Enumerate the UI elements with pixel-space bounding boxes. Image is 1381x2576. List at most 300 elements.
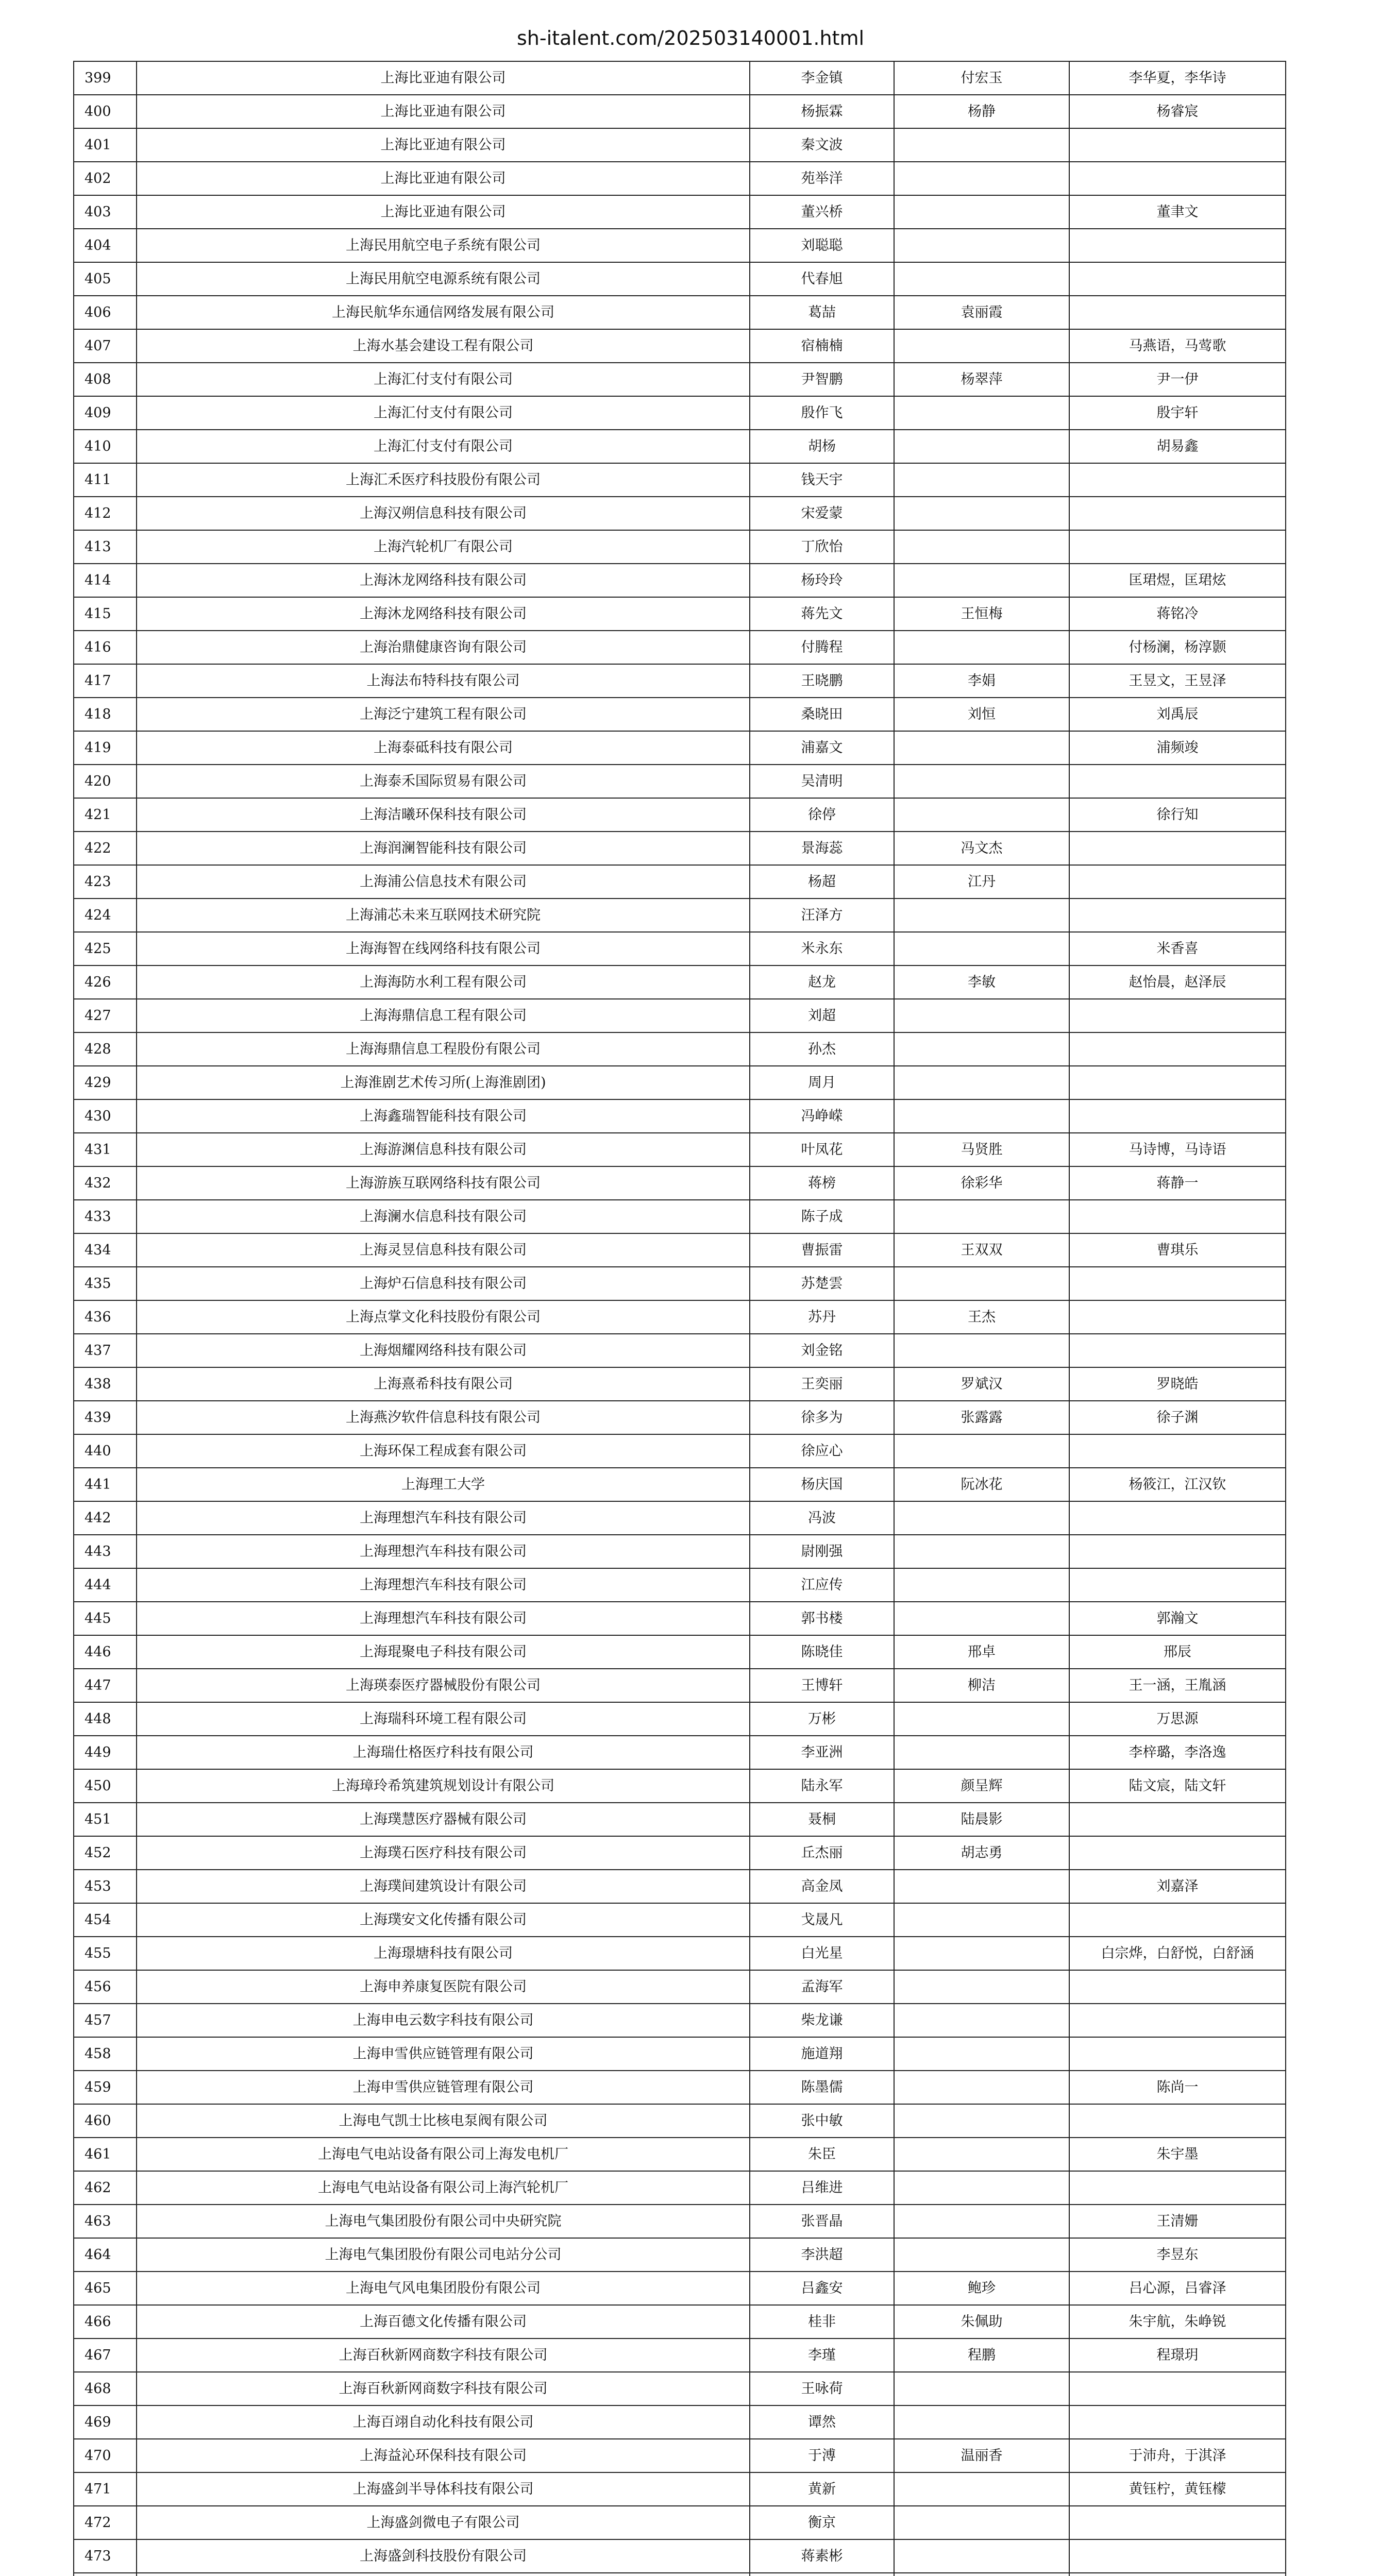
spouse-name-cell xyxy=(894,1535,1069,1568)
row-number-cell: 410 xyxy=(74,430,137,463)
company-name-cell: 上海泰砥科技有限公司 xyxy=(137,731,750,765)
applicant-name-cell: 徐多为 xyxy=(750,1401,894,1434)
children-names-cell: 赵怡晨，赵泽辰 xyxy=(1069,965,1286,999)
applicant-name-cell: 吕鑫安 xyxy=(750,2272,894,2305)
company-name-cell: 上海炉石信息科技有限公司 xyxy=(137,1267,750,1300)
children-names-cell: 曹琪乐 xyxy=(1069,1233,1286,1267)
children-names-cell xyxy=(1069,1501,1286,1535)
company-name-cell: 上海治鼎健康咨询有限公司 xyxy=(137,631,750,664)
table-row xyxy=(74,2539,1286,2573)
table-row xyxy=(74,2506,1286,2539)
table-row xyxy=(74,664,1286,698)
table-row xyxy=(74,1702,1286,1736)
table-row xyxy=(74,2573,1286,2576)
row-number-cell: 472 xyxy=(74,2506,137,2539)
table-row xyxy=(74,865,1286,899)
row-number-cell: 423 xyxy=(74,865,137,899)
table-row xyxy=(74,1736,1286,1769)
company-name-cell: 上海沐龙网络科技有限公司 xyxy=(137,564,750,597)
spouse-name-cell: 李敏 xyxy=(894,965,1069,999)
table-row xyxy=(74,1032,1286,1066)
children-names-cell: 王清姗 xyxy=(1069,2205,1286,2238)
applicant-name-cell: 尹智鹏 xyxy=(750,363,894,396)
company-name-cell: 上海申雪供应链管理有限公司 xyxy=(137,2071,750,2104)
spouse-name-cell xyxy=(894,1099,1069,1133)
company-name-cell: 上海民用航空电子系统有限公司 xyxy=(137,229,750,262)
table-row xyxy=(74,999,1286,1032)
spouse-name-cell xyxy=(894,2506,1069,2539)
children-names-cell: 蒋铭冷 xyxy=(1069,597,1286,631)
table-row xyxy=(74,262,1286,296)
children-names-cell xyxy=(1069,1334,1286,1367)
applicant-name-cell: 江应传 xyxy=(750,1568,894,1602)
table-row xyxy=(74,329,1286,363)
company-name-cell: 上海熹希科技有限公司 xyxy=(137,1367,750,1401)
company-name-cell: 上海海鼎信息工程股份有限公司 xyxy=(137,1032,750,1066)
company-name-cell: 上海百秋新网商数字科技有限公司 xyxy=(137,2372,750,2405)
row-number-cell: 467 xyxy=(74,2338,137,2372)
children-names-cell xyxy=(1069,2372,1286,2405)
table-row xyxy=(74,2439,1286,2472)
table-row xyxy=(74,2238,1286,2272)
applicant-name-cell: 于溥 xyxy=(750,2439,894,2472)
row-number-cell: 458 xyxy=(74,2037,137,2071)
spouse-name-cell xyxy=(894,1602,1069,1635)
applicant-name-cell: 尉刚强 xyxy=(750,1535,894,1568)
table-row xyxy=(74,698,1286,731)
children-names-cell xyxy=(1069,530,1286,564)
spouse-name-cell xyxy=(894,128,1069,162)
applicant-name-cell: 黄新 xyxy=(750,2472,894,2506)
spouse-name-cell: 温丽香 xyxy=(894,2439,1069,2472)
company-name-cell: 上海环保工程成套有限公司 xyxy=(137,1434,750,1468)
children-names-cell xyxy=(1069,463,1286,497)
row-number-cell: 408 xyxy=(74,363,137,396)
row-number-cell: 422 xyxy=(74,832,137,865)
row-number-cell: 403 xyxy=(74,195,137,229)
row-number-cell: 448 xyxy=(74,1702,137,1736)
applicant-name-cell: 李洪超 xyxy=(750,2238,894,2272)
page-url-header: sh-italent.com/202503140001.html xyxy=(516,27,865,49)
row-number-cell: 455 xyxy=(74,1937,137,1970)
company-name-cell: 上海电气风电集团股份有限公司 xyxy=(137,2272,750,2305)
applicant-name-cell: 刘超 xyxy=(750,999,894,1032)
company-name-cell: 上海游渊信息科技有限公司 xyxy=(137,1133,750,1166)
company-name-cell: 上海电气电站设备有限公司上海发电机厂 xyxy=(137,2138,750,2171)
children-names-cell xyxy=(1069,865,1286,899)
spouse-name-cell: 冯文杰 xyxy=(894,832,1069,865)
table-row xyxy=(74,2338,1286,2372)
row-number-cell: 462 xyxy=(74,2171,137,2205)
spouse-name-cell xyxy=(894,2372,1069,2405)
applicant-name-cell: 桑晓田 xyxy=(750,698,894,731)
company-name-cell: 上海瑞仕格医疗科技有限公司 xyxy=(137,1736,750,1769)
children-names-cell xyxy=(1069,2171,1286,2205)
row-number-cell: 401 xyxy=(74,128,137,162)
applicant-name-cell: 曹振雷 xyxy=(750,1233,894,1267)
spouse-name-cell xyxy=(894,1434,1069,1468)
table-row xyxy=(74,1870,1286,1903)
spouse-name-cell: 胡志勇 xyxy=(894,1836,1069,1870)
applicant-name-cell xyxy=(750,2573,894,2576)
row-number-cell: 431 xyxy=(74,1133,137,1166)
children-names-cell xyxy=(1069,1099,1286,1133)
table-row xyxy=(74,1937,1286,1970)
children-names-cell: 杨筱江，江汉钦 xyxy=(1069,1468,1286,1501)
applicant-name-cell: 施道翔 xyxy=(750,2037,894,2071)
row-number-cell: 437 xyxy=(74,1334,137,1367)
row-number-cell: 438 xyxy=(74,1367,137,1401)
children-names-cell: 李梓璐，李洛逸 xyxy=(1069,1736,1286,1769)
children-names-cell xyxy=(1069,899,1286,932)
spouse-name-cell xyxy=(894,1903,1069,1937)
children-names-cell: 王一涵，王胤涵 xyxy=(1069,1669,1286,1702)
children-names-cell: 陆文宸，陆文轩 xyxy=(1069,1769,1286,1803)
spouse-name-cell xyxy=(894,2472,1069,2506)
table-row xyxy=(74,1468,1286,1501)
company-name-cell: 上海游族互联网络科技有限公司 xyxy=(137,1166,750,1200)
company-name-cell: 上海燕汐软件信息科技有限公司 xyxy=(137,1401,750,1434)
children-names-cell: 黄钰柠，黄钰檬 xyxy=(1069,2472,1286,2506)
company-name-cell: 上海盛剑科技股份有限公司 xyxy=(137,2539,750,2573)
row-number-cell: 428 xyxy=(74,1032,137,1066)
company-name-cell: 上海瑛泰医疗器械股份有限公司 xyxy=(137,1669,750,1702)
spouse-name-cell: 杨静 xyxy=(894,95,1069,128)
company-name-cell: 上海比亚迪有限公司 xyxy=(137,128,750,162)
table-row xyxy=(74,162,1286,195)
company-name-cell: 上海比亚迪有限公司 xyxy=(137,61,750,95)
row-number-cell: 416 xyxy=(74,631,137,664)
spouse-name-cell xyxy=(894,731,1069,765)
table-row xyxy=(74,564,1286,597)
row-number-cell: 470 xyxy=(74,2439,137,2472)
children-names-cell: 马燕语，马莺歌 xyxy=(1069,329,1286,363)
children-names-cell: 尹一伊 xyxy=(1069,363,1286,396)
company-name-cell: 上海百翊自动化科技有限公司 xyxy=(137,2405,750,2439)
applicant-name-cell: 孙杰 xyxy=(750,1032,894,1066)
table-row xyxy=(74,1233,1286,1267)
applicant-name-cell: 蒋先文 xyxy=(750,597,894,631)
row-number-cell: 419 xyxy=(74,731,137,765)
spouse-name-cell: 朱佩助 xyxy=(894,2305,1069,2338)
spouse-name-cell: 李娟 xyxy=(894,664,1069,698)
spouse-name-cell xyxy=(894,463,1069,497)
company-name-cell: 上海汇付支付有限公司 xyxy=(137,363,750,396)
row-number-cell: 471 xyxy=(74,2472,137,2506)
children-names-cell: 徐行知 xyxy=(1069,798,1286,832)
company-name-cell: 上海汉朔信息科技有限公司 xyxy=(137,497,750,530)
applicant-name-cell: 张中敏 xyxy=(750,2104,894,2138)
table-row xyxy=(74,229,1286,262)
children-names-cell xyxy=(1069,1200,1286,1233)
table-row xyxy=(74,463,1286,497)
children-names-cell xyxy=(1069,2104,1286,2138)
spouse-name-cell: 程鹏 xyxy=(894,2338,1069,2372)
children-names-cell: 朱宇航，朱峥锐 xyxy=(1069,2305,1286,2338)
applicant-name-cell: 朱臣 xyxy=(750,2138,894,2171)
children-names-cell: 王昱文，王昱泽 xyxy=(1069,664,1286,698)
table-row xyxy=(74,1836,1286,1870)
applicant-name-cell: 杨振霖 xyxy=(750,95,894,128)
children-names-cell: 李昱东 xyxy=(1069,2238,1286,2272)
children-names-cell xyxy=(1069,1903,1286,1937)
table-row xyxy=(74,1501,1286,1535)
applicant-name-cell: 衡京 xyxy=(750,2506,894,2539)
spouse-name-cell xyxy=(894,2205,1069,2238)
table-row xyxy=(74,95,1286,128)
spouse-name-cell xyxy=(894,2573,1069,2576)
spouse-name-cell xyxy=(894,932,1069,965)
row-number-cell xyxy=(74,2573,137,2576)
spouse-name-cell: 鲍珍 xyxy=(894,2272,1069,2305)
row-number-cell: 468 xyxy=(74,2372,137,2405)
applicant-name-cell: 苏丹 xyxy=(750,1300,894,1334)
company-name-cell: 上海海鼎信息工程有限公司 xyxy=(137,999,750,1032)
row-number-cell: 414 xyxy=(74,564,137,597)
row-number-cell: 420 xyxy=(74,765,137,798)
children-names-cell xyxy=(1069,999,1286,1032)
row-number-cell: 469 xyxy=(74,2405,137,2439)
children-names-cell: 程璟玥 xyxy=(1069,2338,1286,2372)
applicant-name-cell: 白光星 xyxy=(750,1937,894,1970)
spouse-name-cell: 徐彩华 xyxy=(894,1166,1069,1200)
applicant-name-cell: 王晓鹏 xyxy=(750,664,894,698)
table-row xyxy=(74,2472,1286,2506)
row-number-cell: 450 xyxy=(74,1769,137,1803)
row-number-cell: 435 xyxy=(74,1267,137,1300)
row-number-cell: 439 xyxy=(74,1401,137,1434)
children-names-cell xyxy=(1069,1300,1286,1334)
children-names-cell xyxy=(1069,1434,1286,1468)
spouse-name-cell xyxy=(894,430,1069,463)
applicant-name-cell: 王博轩 xyxy=(750,1669,894,1702)
row-number-cell: 453 xyxy=(74,1870,137,1903)
applicant-name-cell: 徐停 xyxy=(750,798,894,832)
children-names-cell: 吕心源，吕睿泽 xyxy=(1069,2272,1286,2305)
table-row xyxy=(74,1300,1286,1334)
children-names-cell: 刘禹辰 xyxy=(1069,698,1286,731)
spouse-name-cell: 邢卓 xyxy=(894,1635,1069,1669)
company-name-cell: 上海鑫瑞智能科技有限公司 xyxy=(137,1099,750,1133)
spouse-name-cell xyxy=(894,2138,1069,2171)
applicant-name-cell: 刘聪聪 xyxy=(750,229,894,262)
children-names-cell: 刘嘉泽 xyxy=(1069,1870,1286,1903)
table-row xyxy=(74,1635,1286,1669)
children-names-cell: 米香喜 xyxy=(1069,932,1286,965)
applicant-name-cell: 柴龙谦 xyxy=(750,2004,894,2037)
spouse-name-cell xyxy=(894,1501,1069,1535)
company-name-cell: 上海浦芯未来互联网技术研究院 xyxy=(137,899,750,932)
row-number-cell: 444 xyxy=(74,1568,137,1602)
spouse-name-cell xyxy=(894,162,1069,195)
spouse-name-cell xyxy=(894,195,1069,229)
table-row xyxy=(74,1669,1286,1702)
table-row xyxy=(74,1769,1286,1803)
table-row xyxy=(74,1434,1286,1468)
children-names-cell: 杨睿宸 xyxy=(1069,95,1286,128)
company-name-cell: 上海百德文化传播有限公司 xyxy=(137,2305,750,2338)
applicant-name-cell: 高金凤 xyxy=(750,1870,894,1903)
table-row xyxy=(74,2205,1286,2238)
children-names-cell xyxy=(1069,1267,1286,1300)
row-number-cell: 412 xyxy=(74,497,137,530)
spouse-name-cell xyxy=(894,2539,1069,2573)
children-names-cell xyxy=(1069,128,1286,162)
spouse-name-cell: 马贤胜 xyxy=(894,1133,1069,1166)
table-row xyxy=(74,2372,1286,2405)
applicant-name-cell: 聂桐 xyxy=(750,1803,894,1836)
spouse-name-cell: 王恒梅 xyxy=(894,597,1069,631)
spouse-name-cell xyxy=(894,530,1069,564)
applicant-name-cell: 陆永军 xyxy=(750,1769,894,1803)
row-number-cell: 400 xyxy=(74,95,137,128)
table-row xyxy=(74,2272,1286,2305)
children-names-cell xyxy=(1069,1970,1286,2004)
applicant-name-cell: 代春旭 xyxy=(750,262,894,296)
row-number-cell: 463 xyxy=(74,2205,137,2238)
row-number-cell: 406 xyxy=(74,296,137,329)
applicant-name-cell: 付腾程 xyxy=(750,631,894,664)
table-row xyxy=(74,798,1286,832)
company-name-cell: 上海淮剧艺术传习所(上海淮剧团) xyxy=(137,1066,750,1099)
applicant-name-cell: 丘杰丽 xyxy=(750,1836,894,1870)
company-name-cell: 上海电气凯士比核电泵阀有限公司 xyxy=(137,2104,750,2138)
applicant-name-cell: 丁欣怡 xyxy=(750,530,894,564)
table-row xyxy=(74,396,1286,430)
children-names-cell xyxy=(1069,2405,1286,2439)
applicant-name-cell: 汪泽方 xyxy=(750,899,894,932)
company-name-cell: 上海民用航空电源系统有限公司 xyxy=(137,262,750,296)
company-name-cell: 上海灵昱信息科技有限公司 xyxy=(137,1233,750,1267)
children-names-cell xyxy=(1069,2004,1286,2037)
applicant-name-cell: 蒋素彬 xyxy=(750,2539,894,2573)
spouse-name-cell: 江丹 xyxy=(894,865,1069,899)
table-row xyxy=(74,2305,1286,2338)
table-row xyxy=(74,1334,1286,1367)
spouse-name-cell: 袁丽霞 xyxy=(894,296,1069,329)
table-row xyxy=(74,1200,1286,1233)
row-number-cell: 466 xyxy=(74,2305,137,2338)
children-names-cell xyxy=(1069,765,1286,798)
company-name-cell: 上海盛剑半导体科技有限公司 xyxy=(137,2472,750,2506)
applicant-name-cell: 王奕丽 xyxy=(750,1367,894,1401)
applicant-name-cell: 陈墨儒 xyxy=(750,2071,894,2104)
spouse-name-cell xyxy=(894,1736,1069,1769)
spouse-name-cell: 柳洁 xyxy=(894,1669,1069,1702)
children-names-cell: 董聿文 xyxy=(1069,195,1286,229)
applicant-name-cell: 冯波 xyxy=(750,1501,894,1535)
table-row xyxy=(74,363,1286,396)
row-number-cell: 465 xyxy=(74,2272,137,2305)
spouse-name-cell: 王杰 xyxy=(894,1300,1069,1334)
applicant-name-cell: 宿楠楠 xyxy=(750,329,894,363)
applicant-name-cell: 陈子成 xyxy=(750,1200,894,1233)
children-names-cell: 朱宇墨 xyxy=(1069,2138,1286,2171)
company-name-cell: 上海理想汽车科技有限公司 xyxy=(137,1568,750,1602)
row-number-cell: 432 xyxy=(74,1166,137,1200)
row-number-cell: 407 xyxy=(74,329,137,363)
table-row xyxy=(74,128,1286,162)
applicant-name-cell: 杨超 xyxy=(750,865,894,899)
table-row xyxy=(74,530,1286,564)
company-name-cell: 上海烟耀网络科技有限公司 xyxy=(137,1334,750,1367)
row-number-cell: 425 xyxy=(74,932,137,965)
row-number-cell: 405 xyxy=(74,262,137,296)
row-number-cell: 451 xyxy=(74,1803,137,1836)
table-row xyxy=(74,899,1286,932)
children-names-cell: 罗晓皓 xyxy=(1069,1367,1286,1401)
spouse-name-cell: 张露露 xyxy=(894,1401,1069,1434)
company-name-cell: 上海璞石医疗科技有限公司 xyxy=(137,1836,750,1870)
row-number-cell: 409 xyxy=(74,396,137,430)
spouse-name-cell: 颜呈辉 xyxy=(894,1769,1069,1803)
company-name-cell: 上海璞慧医疗器械有限公司 xyxy=(137,1803,750,1836)
children-names-cell: 于沛舟，于淇泽 xyxy=(1069,2439,1286,2472)
applicant-name-cell: 谭然 xyxy=(750,2405,894,2439)
applicant-name-cell: 蒋榜 xyxy=(750,1166,894,1200)
company-name-cell: 上海沐龙网络科技有限公司 xyxy=(137,597,750,631)
table-row xyxy=(74,1970,1286,2004)
company-name-cell: 上海比亚迪有限公司 xyxy=(137,195,750,229)
row-number-cell: 461 xyxy=(74,2138,137,2171)
row-number-cell: 460 xyxy=(74,2104,137,2138)
row-number-cell: 473 xyxy=(74,2539,137,2573)
applicant-name-cell: 赵龙 xyxy=(750,965,894,999)
spouse-name-cell xyxy=(894,1702,1069,1736)
children-names-cell: 蒋静一 xyxy=(1069,1166,1286,1200)
company-name-cell: 上海理想汽车科技有限公司 xyxy=(137,1501,750,1535)
children-names-cell xyxy=(1069,1032,1286,1066)
spouse-name-cell xyxy=(894,2171,1069,2205)
spouse-name-cell xyxy=(894,1937,1069,1970)
applicant-name-cell: 叶凤花 xyxy=(750,1133,894,1166)
row-number-cell: 417 xyxy=(74,664,137,698)
applicant-name-cell: 胡杨 xyxy=(750,430,894,463)
applicant-name-cell: 浦嘉文 xyxy=(750,731,894,765)
applicant-name-cell: 万彬 xyxy=(750,1702,894,1736)
company-name-cell: 上海璋玲希筑建筑规划设计有限公司 xyxy=(137,1769,750,1803)
spouse-name-cell xyxy=(894,497,1069,530)
table-row xyxy=(74,2071,1286,2104)
company-name-cell: 上海点掌文化科技股份有限公司 xyxy=(137,1300,750,1334)
applicant-name-cell: 李瑾 xyxy=(750,2338,894,2372)
children-names-cell: 邢辰 xyxy=(1069,1635,1286,1669)
applicant-name-cell: 杨庆国 xyxy=(750,1468,894,1501)
table-row xyxy=(74,195,1286,229)
table-row xyxy=(74,2405,1286,2439)
row-number-cell: 442 xyxy=(74,1501,137,1535)
spouse-name-cell: 阮冰花 xyxy=(894,1468,1069,1501)
spouse-name-cell xyxy=(894,229,1069,262)
table-row xyxy=(74,932,1286,965)
children-names-cell xyxy=(1069,1568,1286,1602)
spouse-name-cell xyxy=(894,564,1069,597)
row-number-cell: 413 xyxy=(74,530,137,564)
applicant-name-cell: 吴清明 xyxy=(750,765,894,798)
applicant-name-cell: 殷作飞 xyxy=(750,396,894,430)
children-names-cell: 万思源 xyxy=(1069,1702,1286,1736)
company-name-cell: 上海汽轮机厂有限公司 xyxy=(137,530,750,564)
company-name-cell: 上海汇付支付有限公司 xyxy=(137,430,750,463)
children-names-cell xyxy=(1069,1535,1286,1568)
spouse-name-cell xyxy=(894,2071,1069,2104)
spouse-name-cell: 陆晨影 xyxy=(894,1803,1069,1836)
company-name-cell: 上海澜水信息科技有限公司 xyxy=(137,1200,750,1233)
row-number-cell: 454 xyxy=(74,1903,137,1937)
applicant-name-cell: 葛喆 xyxy=(750,296,894,329)
table-row xyxy=(74,597,1286,631)
spouse-name-cell xyxy=(894,329,1069,363)
